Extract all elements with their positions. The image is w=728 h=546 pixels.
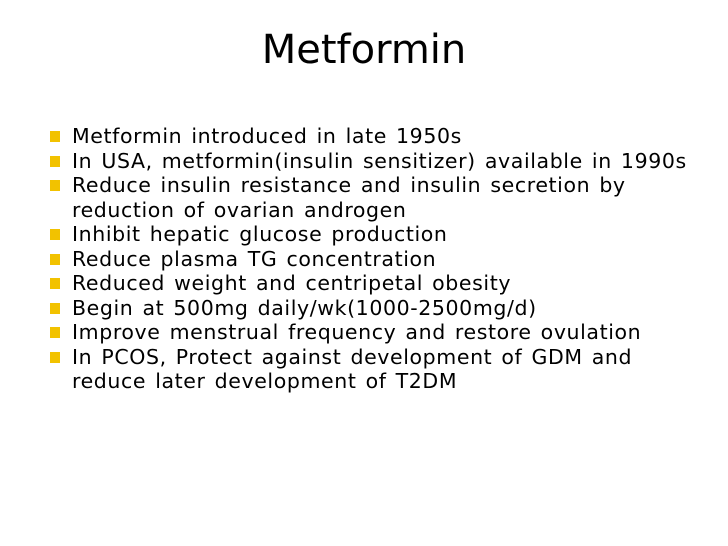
bullet-text: In USA, metformin(insulin sensitizer) available in 1990s: [72, 148, 687, 173]
bullet-text: In PCOS, Protect against development of GDM and reduce later development of T2DM: [72, 344, 633, 393]
square-bullet-icon: [50, 229, 60, 240]
bullet-item: [44, 296, 704, 321]
bullet-item: [44, 124, 704, 149]
slide-title: Metformin: [261, 27, 467, 73]
bullet-item: [44, 247, 704, 272]
bullet-item: [44, 173, 704, 222]
bullet-text: Inhibit hepatic glucose production: [72, 222, 448, 246]
bullet-text: Reduce plasma TG concentration: [72, 246, 437, 271]
bullet-list: [44, 124, 704, 394]
bullet-item: [44, 222, 704, 247]
bullet-item: [44, 320, 704, 345]
bullet-text: Reduced weight and centripetal obesity: [72, 271, 512, 295]
bullet-item: [44, 345, 704, 394]
square-bullet-icon: [50, 303, 60, 314]
bullet-text: Improve menstrual frequency and restore ovulation: [72, 320, 642, 344]
bullet-item: [44, 149, 704, 174]
square-bullet-icon: [50, 180, 60, 191]
square-bullet-icon: [50, 352, 60, 363]
bullet-text: Reduce insulin resistance and insulin secretion by reduction of ovarian androgen: [72, 173, 626, 222]
square-bullet-icon: [50, 327, 60, 338]
bullet-item: [44, 271, 704, 296]
bullet-text: Metformin introduced in late 1950s: [72, 124, 462, 148]
square-bullet-icon: [50, 156, 60, 167]
square-bullet-icon: [50, 278, 60, 289]
square-bullet-icon: [50, 254, 60, 265]
bullet-text: Begin at 500mg daily/wk(1000-2500mg/d): [72, 295, 537, 320]
square-bullet-icon: [50, 131, 60, 142]
